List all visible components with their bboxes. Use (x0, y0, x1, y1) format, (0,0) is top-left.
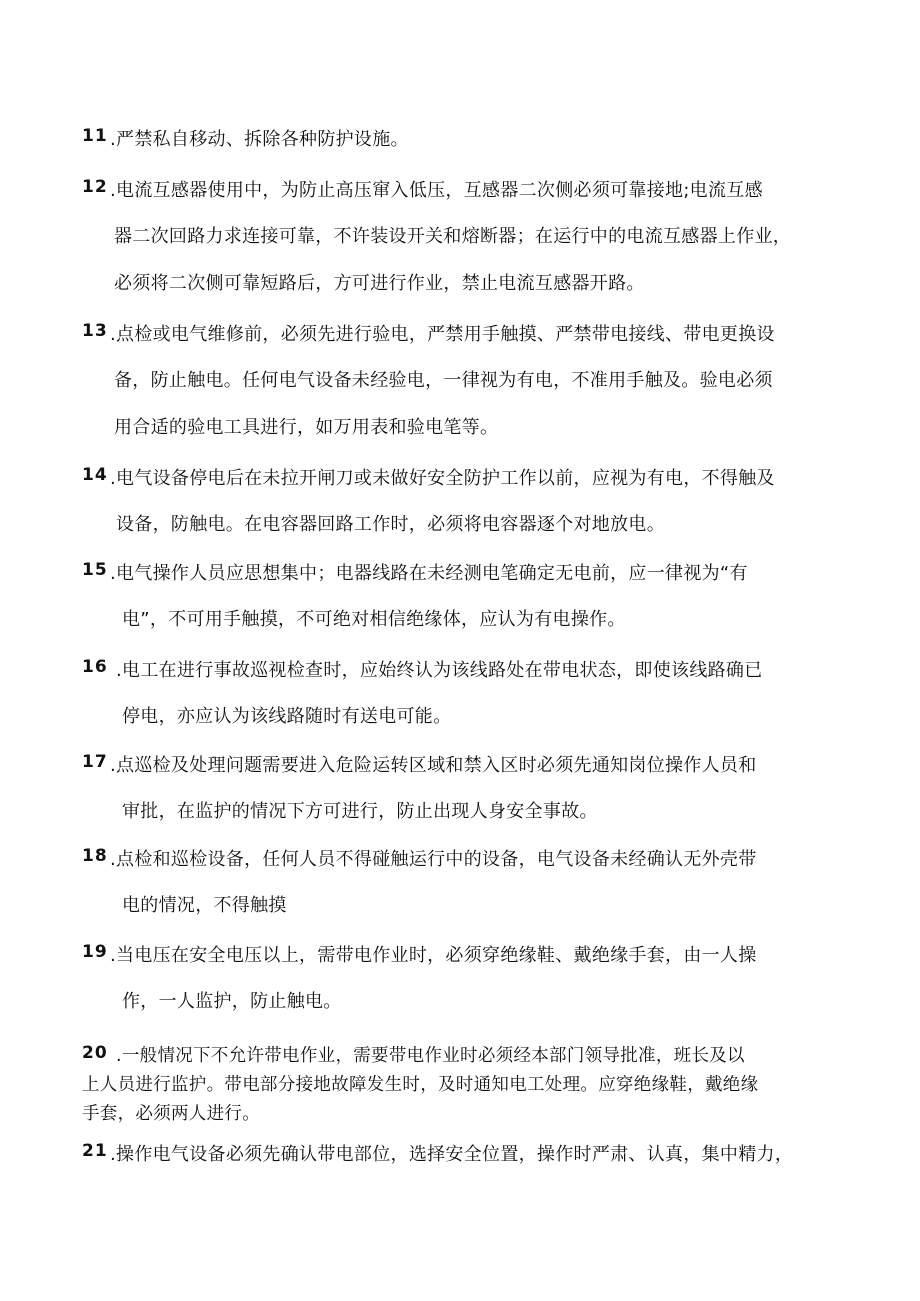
item-number: 18 (82, 846, 108, 866)
item-text: 上人员进行监护。带电部分接地故障发生时，及时通知电工处理。应穿绝缘鞋，戴绝缘 (82, 1075, 759, 1095)
item-number: 20 (82, 1043, 108, 1063)
item-text: .当电压在安全电压以上，需带电作业时，必须穿绝缘鞋、戴绝缘手套，由一人操 (110, 945, 757, 966)
item-text: .一般情况下不允许带电作业，需要带电作业时必须经本部门领导批准，班长及以 (116, 1046, 745, 1066)
item-text: 作，一人监护，防止触电。 (122, 991, 342, 1012)
item-text: .严禁私自移动、拆除各种防护设施。 (110, 129, 409, 150)
item-number: 15 (82, 560, 108, 580)
item-text: .点检或电气维修前，必须先进行验电，严禁用手触摸、严禁带电接线、带电更换设 (110, 324, 775, 345)
item-text: .点检和巡检设备，任何人员不得碰触运行中的设备，电气设备未经确认无外壳带 (110, 849, 757, 870)
item-number: 16 (82, 657, 108, 677)
item-text: 审批，在监护的情况下方可进行，防止出现人身安全事故。 (122, 801, 598, 822)
item-text: 电的情况，不得触摸 (122, 895, 287, 916)
item-number: 21 (82, 1141, 108, 1161)
item-text: .电工在进行事故巡视检查时，应始终认为该线路处在带电状态，即使该线路确已 (116, 660, 763, 681)
item-text: 设备，防触电。在电容器回路工作时，必须将电容器逐个对地放电。 (116, 514, 665, 535)
item-text: 手套，必须两人进行。 (82, 1104, 260, 1124)
item-text: 电”，不可用手触摸，不可绝对相信绝缘体，应认为有电操作。 (122, 609, 626, 630)
item-text: .电气操作人员应思想集中；电器线路在未经测电笔确定无电前，应一律视为“有 (110, 563, 748, 584)
item-number: 19 (82, 942, 108, 962)
item-text: 备，防止触电。任何电气设备未经验电，一律视为有电，不准用手触及。验电必须 (114, 370, 773, 391)
item-number: 14 (82, 465, 108, 485)
item-number: 13 (82, 321, 108, 341)
item-text: .电流互感器使用中，为防止高压窜入低压，互感器二次侧必须可靠接地;电流互感 (110, 180, 763, 201)
item-text: .点巡检及处理问题需要进入危险运转区域和禁入区时必须先通知岗位操作人员和 (110, 755, 757, 776)
item-text: .操作电气设备必须先确认带电部位，选择安全位置，操作时严肃、认真，集中精力， (110, 1144, 794, 1165)
item-number: 17 (82, 752, 108, 772)
item-text: 器二次回路力求连接可靠，不许装设开关和熔断器；在运行中的电流互感器上作业， (114, 226, 792, 247)
item-text: 必须将二次侧可靠短路后，方可进行作业，禁止电流互感器开路。 (114, 273, 645, 294)
item-text: 用合适的验电工具进行，如万用表和验电笔等。 (114, 417, 499, 438)
item-text: 停电，亦应认为该线路随时有送电可能。 (122, 706, 452, 727)
item-number: 12 (82, 177, 108, 197)
item-text: .电气设备停电后在未拉开闸刀或未做好安全防护工作以前，应视为有电，不得触及 (110, 468, 775, 489)
item-number: 11 (82, 126, 108, 146)
